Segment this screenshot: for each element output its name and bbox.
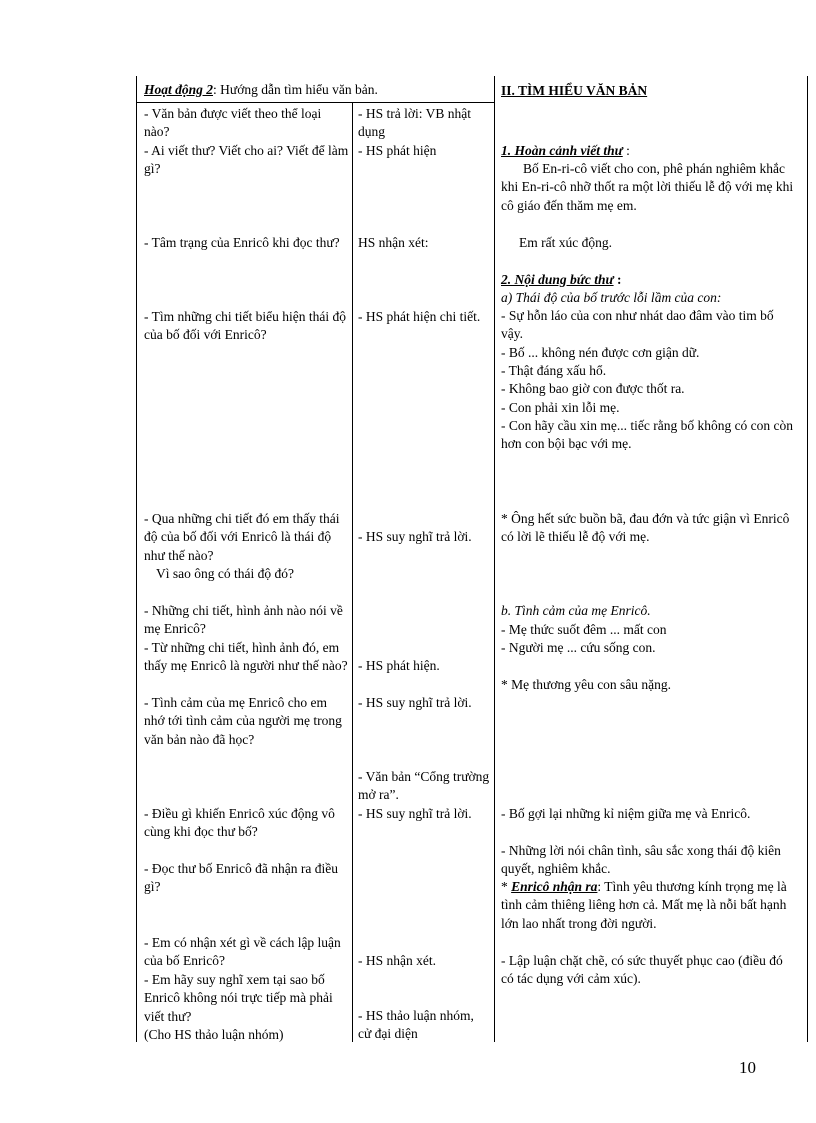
question-father-attitude: - Qua những chi tiết đó em thấy thái độ của bố đối với Enricô là thái độ như thế nào? bbox=[144, 511, 340, 563]
student-comment-2: - HS nhận xét. bbox=[358, 953, 436, 968]
question-mother-details: - Những chi tiết, hình ảnh nào nói về mẹ Enricô? bbox=[144, 603, 343, 637]
realization-bullet: * bbox=[501, 879, 512, 894]
student-answer-genre: - HS trả lời: VB nhật dụng bbox=[358, 106, 472, 140]
activity-title: Hoạt động 2 bbox=[144, 82, 214, 97]
question-mother-love: - Tình cảm của mẹ Enricô cho em nhớ tới tình cảm của người mẹ trong văn bản nào đã học? bbox=[144, 695, 342, 747]
activity-subtitle: : Hướng dẫn tìm hiểu văn bản. bbox=[213, 82, 378, 97]
question-why-letter: - Em hãy suy nghĩ xem tại sao bố Enricô không nói trực tiếp mà phải viết thư? bbox=[144, 972, 333, 1024]
heading-letter-content-label: 2. Nội dung bức thư bbox=[501, 272, 614, 287]
father-detail-5: - Con phải xin lỗi mẹ. bbox=[501, 400, 620, 415]
table-column-divider-1 bbox=[352, 103, 353, 1042]
father-detail-3: - Thật đáng xấu hổ. bbox=[501, 363, 607, 378]
heading-letter-content bbox=[501, 271, 801, 289]
section-title: II. TÌM HIỂU VĂN BẢN bbox=[501, 83, 648, 98]
student-comment-1: HS nhận xét: bbox=[358, 235, 429, 250]
father-detail-4: - Không bao giờ con được thốt ra. bbox=[501, 381, 685, 396]
father-detail-1: - Sự hỗn láo của con như nhát dao đâm vào tim bố vậy. bbox=[501, 308, 774, 342]
question-mood: - Tâm trạng của Enricô khi đọc thư? bbox=[144, 235, 340, 250]
question-who-writes: - Ai viết thư? Viết cho ai? Viết để làm gì? bbox=[144, 143, 349, 177]
context-paragraph: Bố En-ri-cô viết cho con, phê phán nghiêm khắc khi En-ri-cô nhỡ thốt ra một lời thiếu lễ độ với mẹ khi cô giáo đến thăm mẹ em. bbox=[501, 161, 794, 213]
heading-context-label: 1. Hoàn cảnh viết thư bbox=[501, 143, 623, 158]
subheading-mother-love: b. Tình cảm của mẹ Enricô. bbox=[501, 603, 651, 618]
father-detail-6: - Con hãy cầu xin mẹ... tiếc rằng bố không có con còn hơn con bội bạc với mẹ. bbox=[501, 418, 794, 452]
student-discover-details: - HS phát hiện chi tiết. bbox=[358, 309, 481, 324]
header-row-divider bbox=[136, 102, 494, 103]
father-conclusion: * Ông hết sức buồn bã, đau đớn và tức giận vì Enricô có lời lẽ thiếu lễ độ với mẹ. bbox=[501, 511, 790, 545]
realization-text: : Tình yêu thương kính trọng mẹ là tình cảm thiêng liêng hơn cả. Mất mẹ là nỗi bất hạnh lớn lao nhất trong đời người. bbox=[501, 879, 787, 931]
student-discover-1: - HS phát hiện bbox=[358, 143, 437, 158]
activity-heading bbox=[144, 81, 489, 99]
student-group-discussion: - HS thảo luận nhóm, cử đại diện bbox=[358, 1008, 474, 1042]
mother-detail-2: - Người mẹ ... cứu sống con. bbox=[501, 640, 656, 655]
heading-context bbox=[501, 142, 801, 160]
context-emotion: Em rất xúc động. bbox=[519, 235, 612, 250]
question-father-attitude-details: - Tìm những chi tiết biểu hiện thái độ của bố đối với Enricô? bbox=[144, 309, 347, 343]
subheading-father-attitude: a) Thái độ của bố trước lỗi lầm của con: bbox=[501, 290, 722, 305]
sincere-words-note: - Những lời nói chân tình, sâu sắc xong thái độ kiên quyết, nghiêm khắc. bbox=[501, 843, 781, 877]
question-mother-person: - Từ những chi tiết, hình ảnh đó, em thấy mẹ Enricô là người như thế nào? bbox=[144, 640, 348, 674]
question-why-attitude: Vì sao ông có thái độ đó? bbox=[156, 566, 294, 581]
student-discover-2: - HS phát hiện. bbox=[358, 658, 440, 673]
question-group-note: (Cho HS thảo luận nhóm) bbox=[144, 1027, 284, 1042]
heading-context-colon: : bbox=[622, 143, 630, 158]
enrico-realization bbox=[501, 878, 795, 933]
memory-note: - Bố gợi lại những kỉ niệm giữa mẹ và Enricô. bbox=[501, 806, 751, 821]
father-detail-2: - Bố ... không nén được cơn giận dữ. bbox=[501, 345, 700, 360]
question-argument: - Em có nhận xét gì về cách lập luận của bố Enricô? bbox=[144, 935, 341, 969]
question-realized: - Đọc thư bố Enricô đã nhận ra điều gì? bbox=[144, 861, 339, 895]
mother-detail-1: - Mẹ thức suốt đêm ... mất con bbox=[501, 622, 667, 637]
realization-label: Enricô nhận ra bbox=[511, 879, 598, 894]
page-number: 10 bbox=[739, 1058, 756, 1077]
argument-note: - Lập luận chặt chẽ, có sức thuyết phục cao (điều đó có tác dụng với cảm xúc). bbox=[501, 953, 783, 987]
student-think-3: - HS suy nghĩ trả lời. bbox=[358, 806, 472, 821]
student-think-1: - HS suy nghĩ trả lời. bbox=[358, 529, 472, 544]
mother-conclusion: * Mẹ thương yêu con sâu nặng. bbox=[501, 677, 672, 692]
question-moved: - Điều gì khiến Enricô xúc động vô cùng khi đọc thư bố? bbox=[144, 806, 335, 840]
table-right-border bbox=[807, 76, 808, 1042]
student-text-reference: - Văn bản “Cổng trường mở ra”. bbox=[358, 769, 490, 803]
table-column-divider-2 bbox=[494, 76, 495, 1042]
table-left-border bbox=[136, 76, 137, 1042]
student-think-2: - HS suy nghĩ trả lời. bbox=[358, 695, 472, 710]
question-genre: - Văn bản được viết theo thể loại nào? bbox=[144, 106, 322, 140]
heading-letter-content-colon: : bbox=[613, 272, 622, 287]
